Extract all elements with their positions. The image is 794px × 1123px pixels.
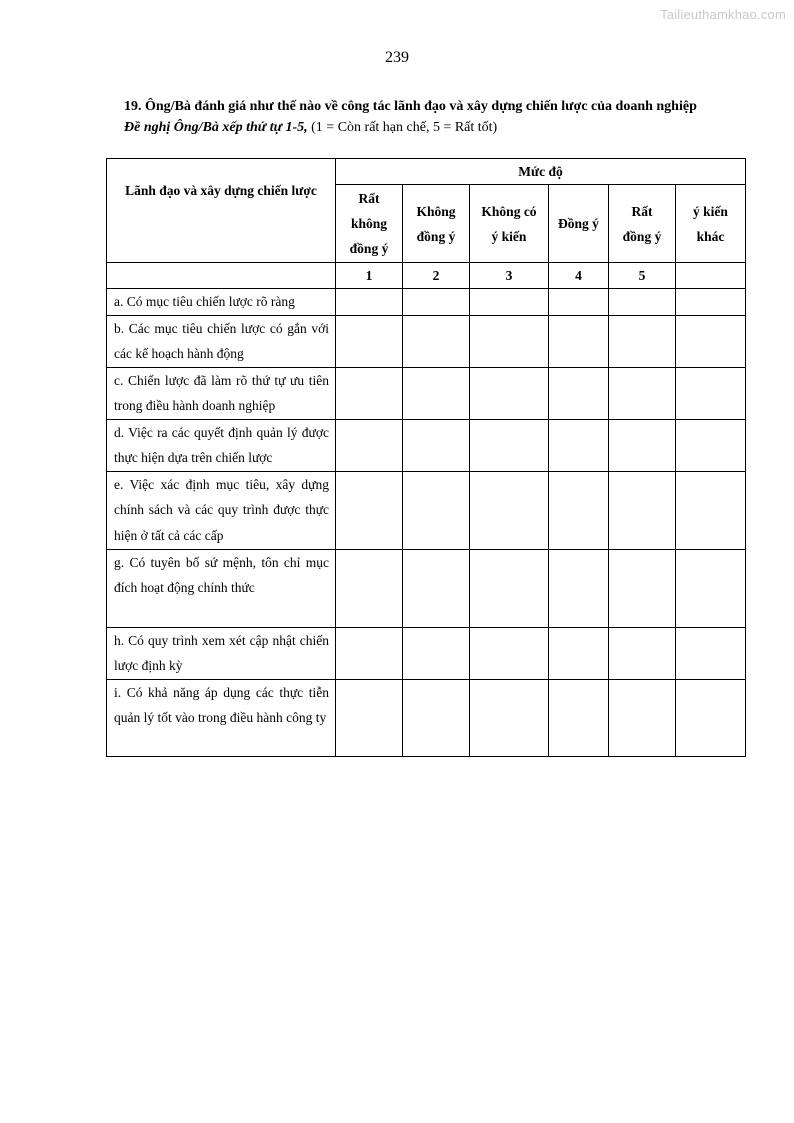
- rating-cell[interactable]: [549, 315, 609, 367]
- column-header: [470, 185, 549, 263]
- rating-cell[interactable]: [336, 471, 403, 549]
- rating-cell[interactable]: [336, 367, 403, 419]
- question-title: 19. Ông/Bà đánh giá như thế nào về công tác lãnh đạo và xây dựng chiến lược của doanh nghiệp: [124, 99, 697, 114]
- column-header-line: không: [350, 216, 388, 231]
- table-row: [107, 549, 746, 627]
- instruction-scale-note: (1 = Còn rất hạn chế, 5 = Rất tốt): [307, 120, 498, 135]
- row-header: Lãnh đạo và xây dựng chiến lược: [107, 159, 336, 263]
- rating-cell[interactable]: [403, 549, 470, 627]
- rating-cell[interactable]: [549, 679, 609, 756]
- rating-cell[interactable]: [676, 367, 746, 419]
- criterion-cell: c. Chiến lược đã làm rõ thứ tự ưu tiên trong điều hành doanh nghiệp: [107, 367, 336, 419]
- criterion-cell: g. Có tuyên bố sứ mệnh, tôn chỉ mục đích hoạt động chính thức: [107, 549, 336, 627]
- group-header: Mức độ: [336, 159, 746, 185]
- rating-cell[interactable]: [676, 471, 746, 549]
- rating-cell[interactable]: [676, 289, 746, 316]
- rating-cell[interactable]: [549, 419, 609, 471]
- column-header-line: ý kiến: [491, 228, 527, 244]
- rating-cell[interactable]: [470, 315, 549, 367]
- rating-cell[interactable]: [470, 367, 549, 419]
- table-row: [107, 367, 746, 419]
- rating-cell[interactable]: [549, 471, 609, 549]
- table-row: [107, 315, 746, 367]
- rating-table: [106, 158, 746, 757]
- rating-cell[interactable]: [336, 549, 403, 627]
- column-number: [676, 263, 746, 289]
- rating-cell[interactable]: [549, 289, 609, 316]
- table-row: [107, 419, 746, 471]
- rating-cell[interactable]: [470, 419, 549, 471]
- rating-cell[interactable]: [336, 627, 403, 679]
- rating-cell[interactable]: [336, 679, 403, 756]
- rating-cell[interactable]: [609, 627, 676, 679]
- criterion-cell: i. Có khả năng áp dụng các thực tiễn quản lý tốt vào trong điều hành công ty: [107, 679, 336, 756]
- column-header: [403, 185, 470, 263]
- column-number: 3: [470, 263, 549, 289]
- instruction: [124, 118, 744, 138]
- rating-cell[interactable]: [403, 679, 470, 756]
- column-number: 1: [336, 263, 403, 289]
- rating-cell[interactable]: [470, 679, 549, 756]
- column-header: [336, 185, 403, 263]
- rating-cell[interactable]: [403, 627, 470, 679]
- column-header-line: Không: [416, 203, 456, 219]
- rating-cell[interactable]: [676, 419, 746, 471]
- column-header: [549, 185, 609, 263]
- rating-cell[interactable]: [403, 367, 470, 419]
- column-header-line: khác: [696, 228, 725, 244]
- rating-cell[interactable]: [549, 627, 609, 679]
- rating-cell[interactable]: [336, 419, 403, 471]
- table-row: [107, 289, 746, 316]
- rating-cell[interactable]: [609, 367, 676, 419]
- column-number: 5: [609, 263, 676, 289]
- page-number: 239: [385, 49, 409, 66]
- number-row-label-cell: [107, 263, 336, 289]
- column-header-line: Không có: [481, 203, 537, 219]
- column-number: 2: [403, 263, 470, 289]
- rating-cell[interactable]: [609, 679, 676, 756]
- rating-cell[interactable]: [403, 419, 470, 471]
- instruction-emphasis: Đề nghị Ông/Bà xếp thứ tự 1-5,: [124, 120, 308, 135]
- table-row: [107, 471, 746, 549]
- criterion-cell: d. Việc ra các quyết định quản lý được thực hiện dựa trên chiến lược: [107, 419, 336, 471]
- column-header-line: Đồng ý: [558, 216, 599, 231]
- column-header-line: đồng ý: [349, 241, 389, 256]
- rating-cell[interactable]: [336, 289, 403, 316]
- criterion-cell: h. Có quy trình xem xét cập nhật chiến lược định kỳ: [107, 627, 336, 679]
- rating-cell[interactable]: [609, 315, 676, 367]
- rating-cell[interactable]: [676, 315, 746, 367]
- rating-cell[interactable]: [470, 549, 549, 627]
- criterion-cell: a. Có mục tiêu chiến lược rõ ràng: [107, 289, 336, 316]
- column-header: [676, 185, 746, 263]
- watermark: Tailieuthamkhao.com: [660, 7, 786, 22]
- column-header-line: ý kiến: [693, 203, 728, 219]
- rating-cell[interactable]: [676, 549, 746, 627]
- rating-cell[interactable]: [336, 315, 403, 367]
- column-number: 4: [549, 263, 609, 289]
- rating-cell[interactable]: [609, 471, 676, 549]
- rating-cell[interactable]: [403, 289, 470, 316]
- criterion-cell: e. Việc xác định mục tiêu, xây dựng chính sách và các quy trình được thực hiện ở tất cả các cấp: [107, 471, 336, 549]
- rating-cell[interactable]: [609, 289, 676, 316]
- column-header-line: đồng ý: [622, 228, 662, 244]
- criterion-cell: b. Các mục tiêu chiến lược có gắn với các kế hoạch hành động: [107, 315, 336, 367]
- rating-cell[interactable]: [470, 289, 549, 316]
- rating-cell[interactable]: [549, 367, 609, 419]
- rating-cell[interactable]: [403, 471, 470, 549]
- rating-cell[interactable]: [676, 627, 746, 679]
- rating-cell[interactable]: [609, 419, 676, 471]
- rating-cell[interactable]: [549, 549, 609, 627]
- rating-cell[interactable]: [403, 315, 470, 367]
- table-row: [107, 679, 746, 756]
- column-header-line: Rất: [358, 191, 380, 206]
- table-row: [107, 627, 746, 679]
- rating-cell[interactable]: [609, 549, 676, 627]
- rating-cell[interactable]: [676, 679, 746, 756]
- column-header: [609, 185, 676, 263]
- rating-cell[interactable]: [470, 627, 549, 679]
- column-header-line: Rất: [631, 203, 653, 219]
- rating-cell[interactable]: [470, 471, 549, 549]
- column-header-line: đồng ý: [416, 228, 456, 244]
